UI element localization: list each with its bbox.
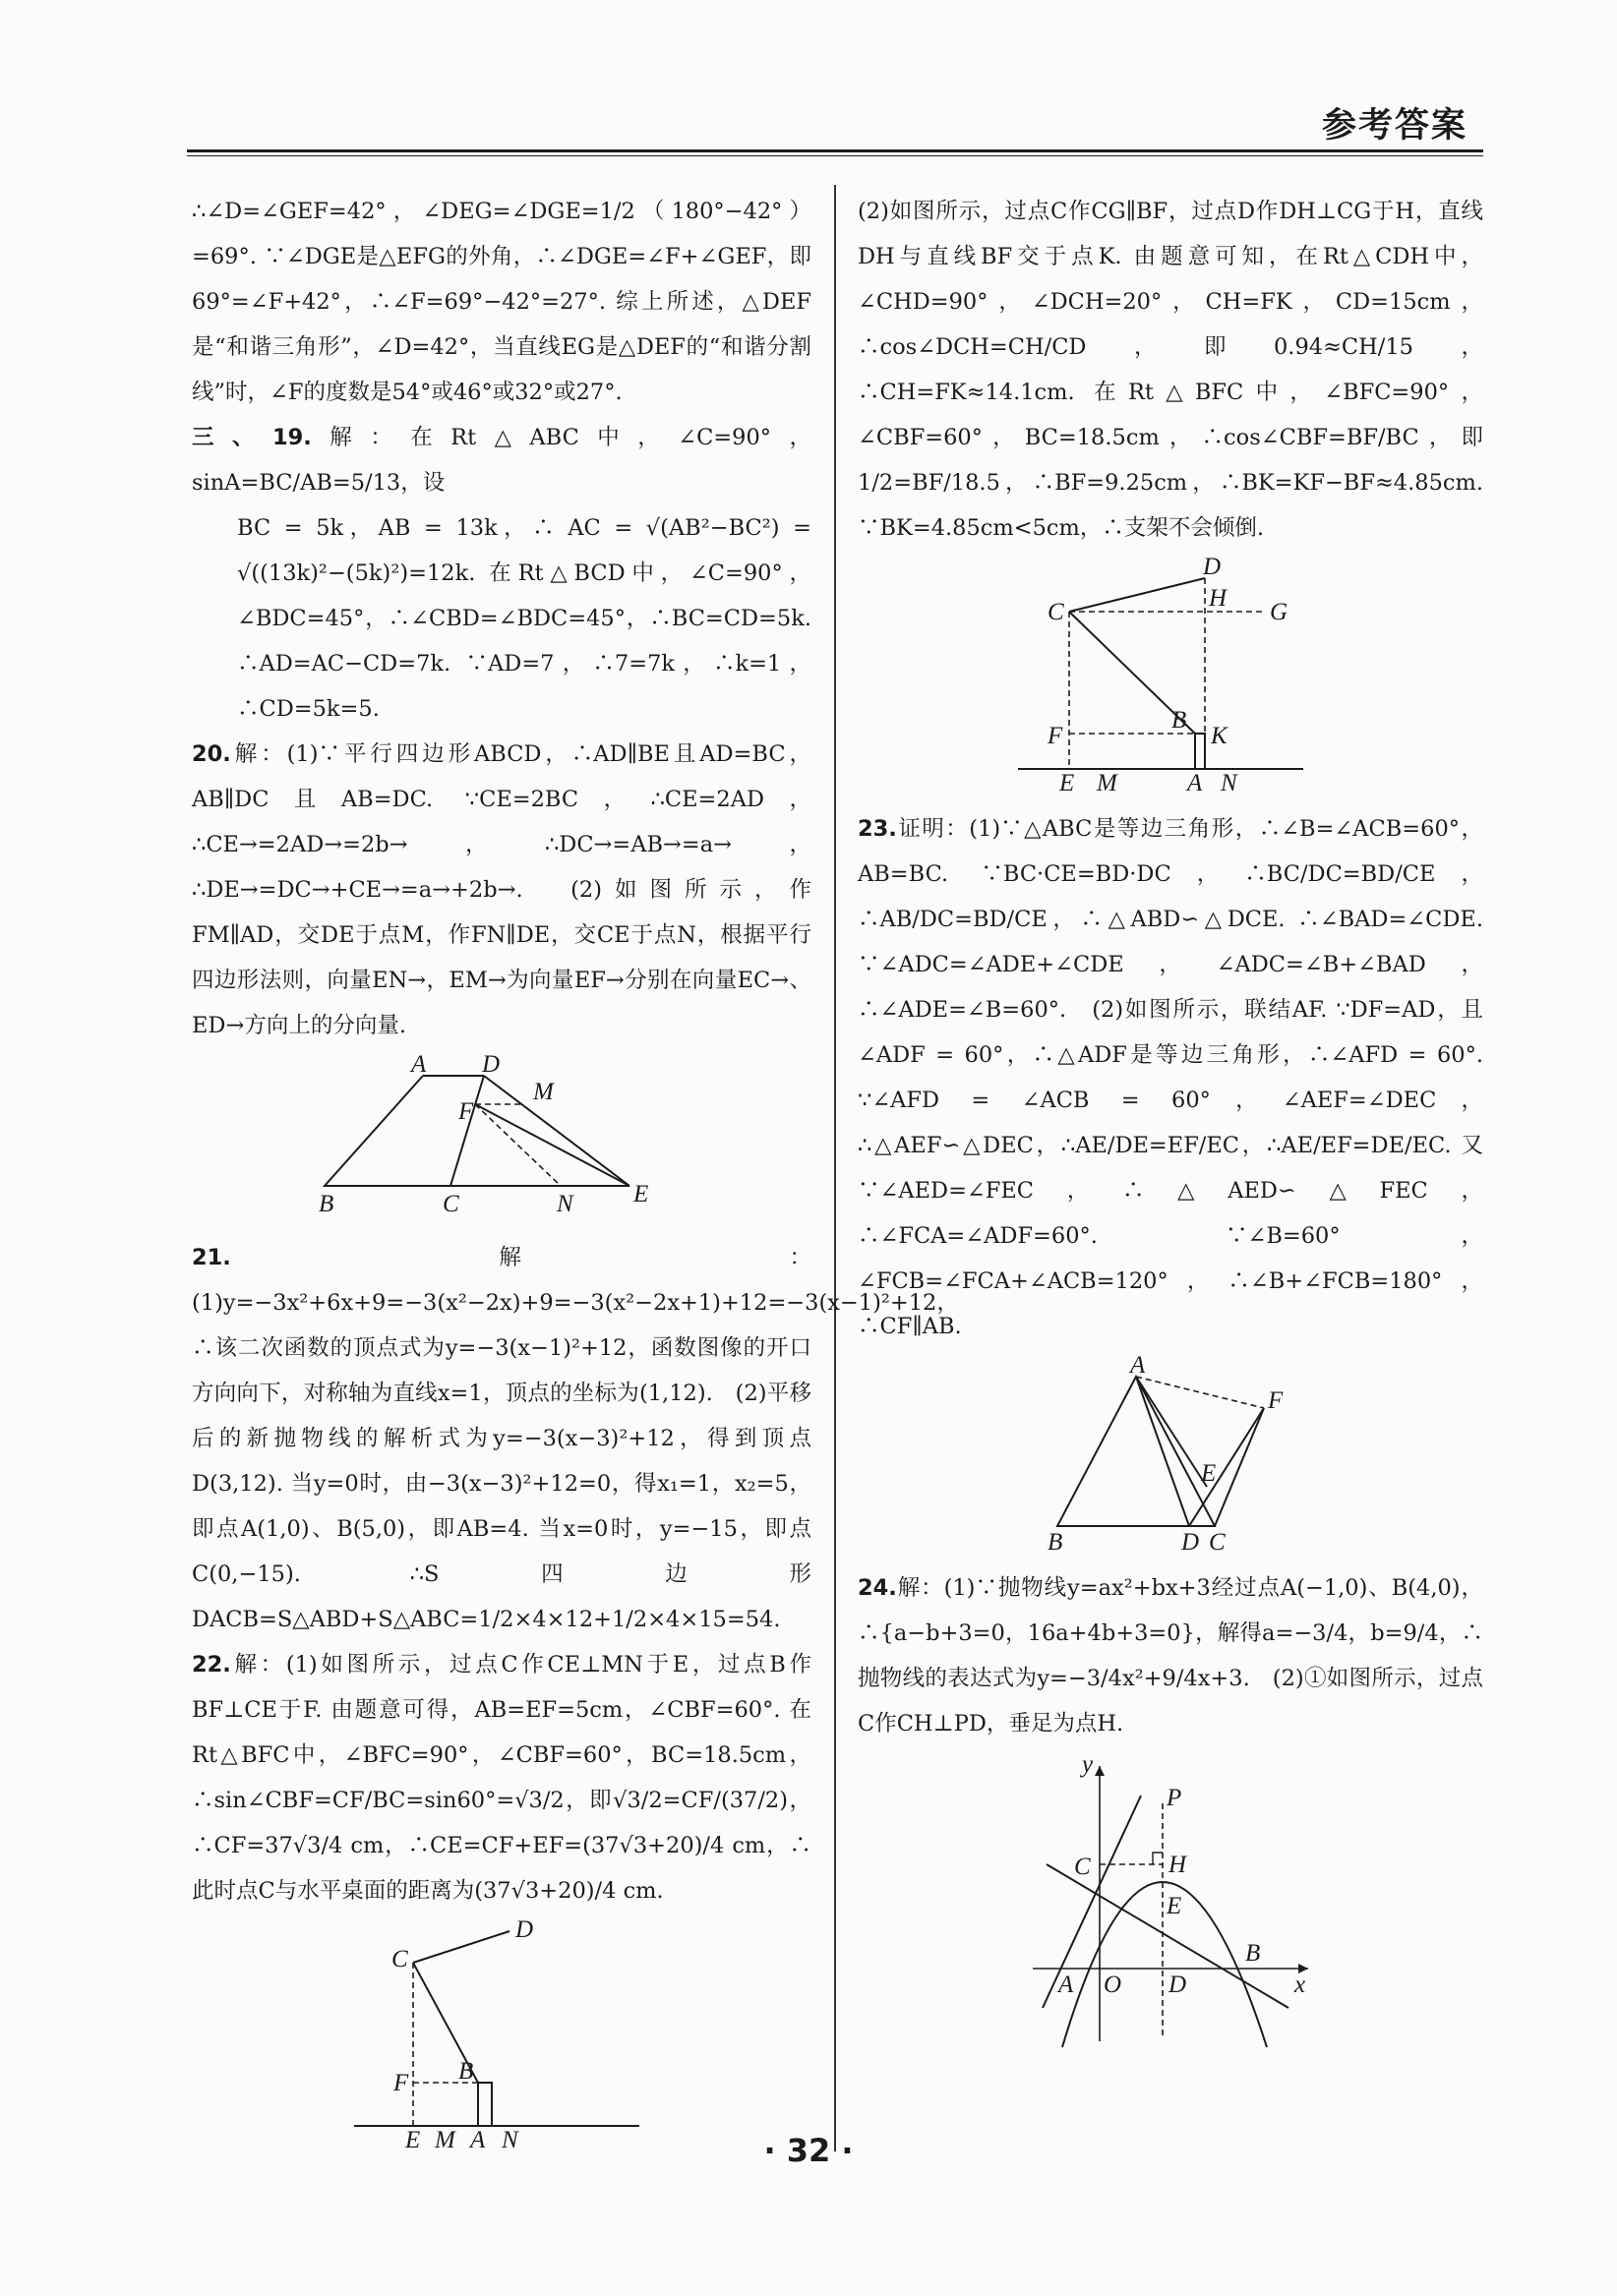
fig20-label-m: M (533, 1079, 554, 1105)
fig20-label-n: N (557, 1191, 573, 1217)
fig22b-label-a: A (1187, 770, 1203, 796)
answer-23-label: 23. (858, 816, 897, 842)
header-rule (187, 149, 1483, 152)
fig23-label-a: A (1130, 1352, 1146, 1379)
fig20-label-a: A (411, 1051, 427, 1078)
fig23-label-e: E (1201, 1460, 1217, 1487)
fig24-label-x: x (1294, 1972, 1306, 1998)
answer-20-label: 20. (192, 741, 231, 767)
fig22a-label-d: D (515, 1916, 534, 1943)
fig22b-label-f: F (1048, 723, 1063, 749)
fig24-label-y: y (1082, 1751, 1094, 1778)
page-number: · 32 · (763, 2132, 854, 2169)
fig20-label-d: D (482, 1051, 501, 1078)
fig24-label-o: O (1104, 1972, 1122, 1998)
fig24-label-c: C (1074, 1854, 1091, 1880)
figure-23-triangles (1028, 1352, 1313, 1556)
answer-24 (858, 1565, 1483, 1746)
fig22b-label-b: B (1171, 707, 1187, 734)
fig23-label-b: B (1048, 1529, 1063, 1556)
answer-21 (192, 1235, 959, 1642)
fig22b-label-d: D (1203, 554, 1222, 580)
fig22a-label-c: C (391, 1946, 408, 1972)
answer-22-part2: (2)如图所示，过点C作CG∥BF，过点D作DH⊥CG于H，直线DH与直线BF交于点K. 由题意可知，在Rt△CDH中，∠CHD=90°，∠DCH=20°，CH=FK，CD=15cm，∴cos∠DCH=CH/CD，即0.94≈CH/15，∴CH=FK≈14.1cm. 在Rt△BFC中，∠BFC=90°，∠CBF=60°，BC=18.5cm，∴cos∠CBF=BF/BC，即1/2=BF/18.5，∴BF=9.25cm，∴BK=KF−BF≈4.85cm. ∵BK=4.85cm<5cm，∴支架不会倾倒. (858, 199, 1483, 541)
fig20-label-b: B (319, 1191, 334, 1217)
fig23-label-d: D (1181, 1529, 1200, 1556)
answer-20-text: 解：(1)∵平行四边形ABCD，∴AD∥BE且AD=BC，AB∥DC且AB=DC. ∵CE=2BC，∴CE=2AD，∴CE→=2AD→=2b→，∴DC→=AB→=a→，∴DE→=DC→+CE→=a→+2b→. (2)如图所示，作FM∥AD，交DE于点M，作FN∥DE，交CE于点N，根据平行四边形法则，向量EN→，EM→为向量EF→分别在向量EC→、ED→方向上的分向量. (192, 741, 811, 1038)
fig22b-label-k: K (1211, 723, 1228, 749)
fig24-label-p: P (1167, 1785, 1182, 1811)
header-title: 参考答案 (1321, 106, 1467, 146)
figure-20-parallelogram (319, 1051, 679, 1225)
fig24-label-d: D (1168, 1972, 1187, 1998)
answer-24-text: 解：(1)∵抛物线y=ax²+bx+3经过点A(−1,0)、B(4,0)，∴{a−b+3=0，16a+4b+3=0}，解得a=−3/4，b=9/4，∴抛物线的表达式为y=−3/4x²+9/4x+3. (2)①如图所示，过点C作CH⊥PD，垂足为点H. (858, 1575, 1483, 1737)
answer-23-text: 证明：(1)∵△ABC是等边三角形，∴∠B=∠ACB=60°，AB=BC. ∵BC·CE=BD·DC，∴BC/DC=BD/CE，∴AB/DC=BD/CE，∴△ABD∽△DCE. ∴∠BAD=∠CDE. ∵∠ADC=∠ADE+∠CDE，∠ADC=∠B+∠BAD，∴∠ADE=∠B=60°. (2)如图所示，联结AF. ∵DF=AD，且∠ADF = 60°，∴△ADF是等边三角形，∴∠AFD = 60°. ∵∠AFD = ∠ACB = 60°，∠AEF=∠DEC，∴△AEF∽△DEC，∴AE/DE=EF/EC，∴AE/EF=DE/EC. 又∵∠AED=∠FEC，∴△AED∽△FEC，∴∠FCA=∠ADF=60°. ∵∠B=60°，∠FCB=∠FCA+∠ACB=120°，∴∠B+∠FCB=180°，∴CF∥AB. (858, 816, 1483, 1339)
header-rule-thin (187, 155, 1483, 156)
answer-19-label: 三、19. (192, 425, 312, 450)
answer-20 (192, 732, 811, 1048)
fig22a-label-n: N (502, 2127, 518, 2153)
answer-22 (192, 1642, 811, 1913)
answer-18-continued: ∴∠D=∠GEF=42°，∠DEG=∠DGE=1/2（180°−42°）=69°. ∵∠DGE是△EFG的外角，∴∠DGE=∠F+∠GEF，即69°=∠F+42°，∴∠F=69°−42°=27°. 综上所述，△DEF是“和谐三角形”，∠D=42°，当直线EG是△DEF的“和谐分割线”时，∠F的度数是54°或46°或32°或27°. (192, 199, 811, 405)
answer-19-body: BC = 5k，AB = 13k，∴ AC = √(AB²−BC²) = √((13k)²−(5k)²)=12k. 在Rt△BCD中，∠C=90°，∠BDC=45°，∴∠CBD=∠BDC=45°，∴BC=CD=5k. ∴AD=AC−CD=7k. ∵AD=7，∴7=7k，∴k=1，∴CD=5k=5. (237, 515, 811, 722)
column-divider (834, 185, 836, 2151)
fig20-label-c: C (443, 1191, 459, 1217)
fig22a-label-b: B (458, 2058, 474, 2085)
fig24-label-a: A (1058, 1972, 1074, 1998)
fig22b-label-c: C (1048, 599, 1064, 625)
answer-19 (192, 415, 811, 505)
fig22a-label-a: A (470, 2127, 486, 2153)
fig24-label-h: H (1168, 1852, 1187, 1878)
fig22b-label-h: H (1209, 585, 1228, 612)
answer-21-label: 21. (192, 1245, 231, 1270)
fig22b-label-e: E (1059, 770, 1075, 796)
answer-24-label: 24. (858, 1575, 897, 1601)
figure-24-parabola (1023, 1751, 1318, 2051)
fig22a-label-e: E (405, 2127, 421, 2153)
fig24-label-e: E (1167, 1893, 1182, 1919)
fig22b-label-m: M (1097, 770, 1117, 796)
fig24-label-b: B (1245, 1940, 1261, 1967)
fig20-label-e: E (633, 1181, 649, 1207)
fig22a-label-m: M (435, 2127, 455, 2153)
answer-19-lead: 解：在Rt△ABC中，∠C=90°，sinA=BC/AB=5/13，设 (192, 425, 811, 496)
answer-22-text: 解：(1)如图所示，过点C作CE⊥MN于E，过点B作BF⊥CE于F. 由题意可得，AB=EF=5cm，∠CBF=60°. 在Rt△BFC中，∠BFC=90°，∠CBF=60°，BC=18.5cm，∴sin∠CBF=CF/BC=sin60°=√3/2，即√3/2=CF/(37/2)，∴CF=37√3/4 cm，∴CE=CF+EF=(37√3+20)/4 cm，∴此时点C与水平桌面的距离为(37√3+20)/4 cm. (192, 1652, 811, 1904)
figure-22-stand (344, 1916, 659, 2153)
fig23-label-c: C (1209, 1529, 1226, 1556)
right-column (858, 189, 1483, 2061)
fig22a-label-f: F (393, 2070, 409, 2096)
answer-23 (858, 806, 1483, 1349)
figure-22-part2 (1008, 554, 1333, 796)
answer-21-text: 解：(1)y=−3x²+6x+9=−3(x²−2x)+9=−3(x²−2x+1)+12=−3(x−1)²+12，∴该二次函数的顶点式为y=−3(x−1)²+12，函数图像的开口方向向下，对称轴为直线x=1，顶点的坐标为(1,12). (2)平移后的新抛物线的解析式为y=−3(x−3)²+12，得到顶点D(3,12). 当y=0时，由−3(x−3)²+12=0，得x₁=1，x₂=5，即点A(1,0)、B(5,0)，即AB=4. 当x=0时，y=−15，即点C(0,−15). ∴S四边形DACB=S△ABD+S△ABC=1/2×4×12+1/2×4×15=54. (192, 1245, 959, 1632)
fig22b-label-n: N (1221, 770, 1237, 796)
fig20-label-f: F (458, 1098, 474, 1125)
left-column (192, 189, 959, 2159)
fig22b-label-g: G (1270, 599, 1288, 625)
fig23-label-f: F (1268, 1387, 1284, 1414)
answer-22-label: 22. (192, 1652, 231, 1678)
